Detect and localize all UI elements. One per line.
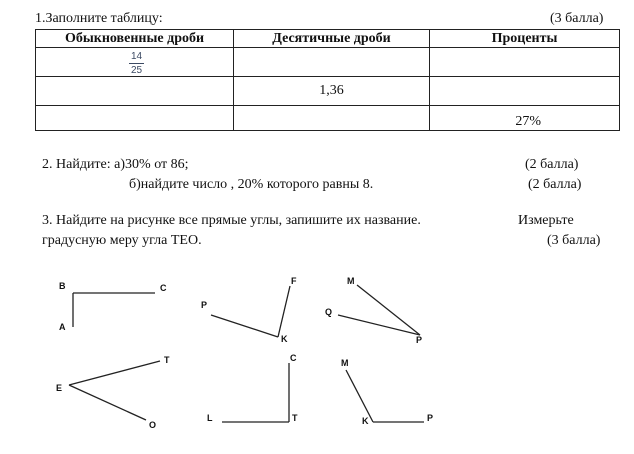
label-t: T (164, 355, 170, 365)
label-l: L (207, 413, 213, 423)
cell-empty (430, 77, 620, 106)
cell-fraction (36, 48, 234, 77)
cell-empty (234, 106, 430, 131)
label-k: K (281, 334, 288, 344)
ray-kf (278, 286, 290, 337)
label-k: K (362, 416, 369, 426)
label-p: P (416, 335, 423, 345)
angle-lct (207, 353, 298, 423)
cell-decimal: 1,36 (234, 77, 430, 106)
table-row (36, 106, 620, 131)
table-row (36, 48, 620, 77)
label-m: M (341, 358, 349, 368)
ray-eo (69, 385, 146, 420)
ray-km (346, 370, 373, 422)
label-a: A (59, 322, 66, 332)
ray-kp (211, 315, 278, 337)
task2-line-a: 2. Найдите: а)30% от 86; (42, 157, 189, 172)
angle-mpq (325, 276, 422, 345)
label-p: P (427, 413, 434, 423)
header-decimal-fractions: Десятичные дроби (234, 30, 430, 48)
fill-table (35, 29, 620, 131)
cell-empty (234, 48, 430, 77)
label-c: C (290, 353, 297, 363)
header-percents: Проценты (430, 30, 620, 48)
label-p: P (201, 300, 208, 310)
label-b: B (59, 281, 66, 291)
angle-pkf (201, 276, 297, 344)
table-row (36, 77, 620, 106)
label-m: M (347, 276, 355, 286)
label-o: O (149, 420, 157, 430)
task3-line1-right: Измерьте (518, 213, 574, 228)
fraction-numerator: 14 (130, 51, 143, 62)
label-c: C (160, 283, 167, 293)
task1-points: (3 балла) (550, 11, 604, 26)
task3-line2: градусную меру угла ТЕО. (42, 233, 202, 248)
label-t: T (292, 413, 298, 423)
label-e: E (56, 383, 63, 393)
task2-points-b: (2 балла) (528, 177, 582, 192)
fraction-denominator: 25 (130, 65, 143, 76)
angle-figures (0, 255, 634, 454)
fraction-14-25 (129, 51, 144, 76)
cell-empty (36, 106, 234, 131)
cell-percent: 27% (430, 106, 620, 131)
cell-empty (430, 48, 620, 77)
label-f: F (291, 276, 297, 286)
angle-abc (59, 281, 167, 332)
ray-et (69, 361, 160, 385)
fraction-bar (129, 63, 144, 64)
task3-points: (3 балла) (547, 233, 601, 248)
table-header-row (36, 30, 620, 48)
task2-points-a: (2 балла) (525, 157, 579, 172)
header-common-fractions: Обыкновенные дроби (36, 30, 234, 48)
angle-teo (56, 355, 170, 430)
task2-line-b: б)найдите число , 20% которого равны 8. (129, 177, 374, 192)
angle-mkp (341, 358, 433, 426)
label-q: Q (325, 307, 333, 317)
cell-empty (36, 77, 234, 106)
task3-line1: 3. Найдите на рисунке все прямые углы, запишите их название. (42, 213, 421, 228)
task1-title: 1.Заполните таблицу: (35, 11, 163, 26)
